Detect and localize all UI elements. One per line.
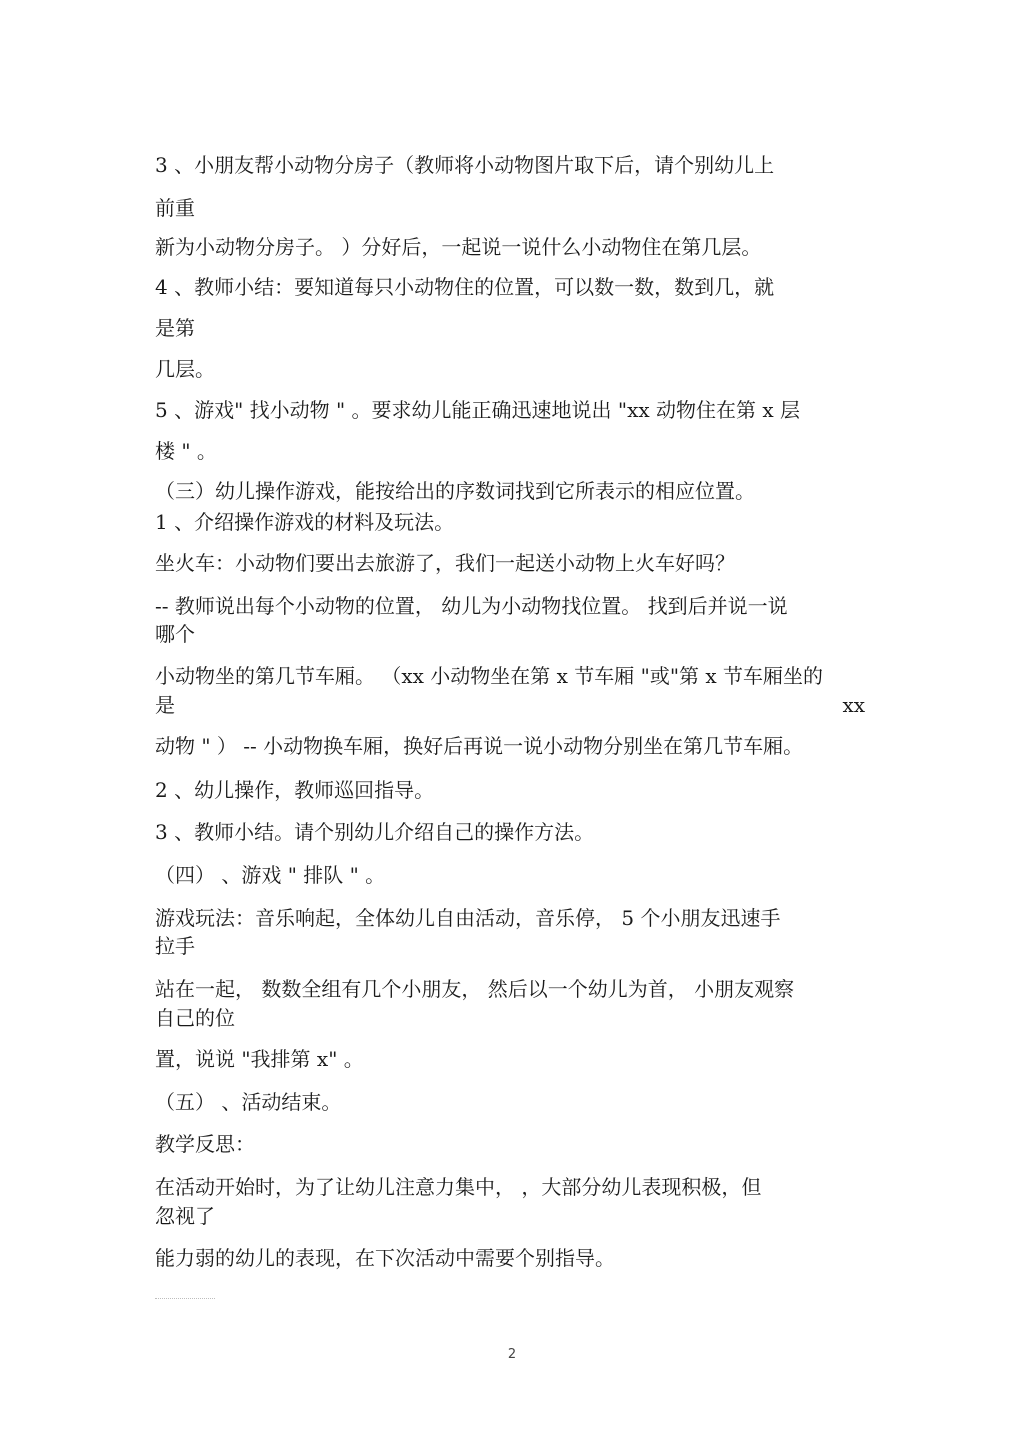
text-line: 3 、教师小结。请个别幼儿介绍自己的操作方法。 <box>155 820 595 844</box>
section-heading: （三）幼儿操作游戏，能按给出的序数词找到它所表示的相应位置。 <box>155 479 755 503</box>
section-heading: （五） 、活动结束。 <box>155 1090 342 1114</box>
text-line: 新为小动物分房子。 ）分好后，一起说一说什么小动物住在第几层。 <box>155 235 762 259</box>
text-line: 游戏玩法：音乐响起，全体幼儿自由活动，音乐停， 5 个小朋友迅速手 <box>155 906 781 930</box>
text-line: 忽视了 <box>155 1204 215 1228</box>
text-line: 前重 <box>155 196 195 220</box>
text-line: 是 <box>155 693 175 717</box>
text-line: 1 、介绍操作游戏的材料及玩法。 <box>155 510 455 534</box>
section-heading: （四） 、游戏 " 排队 " 。 <box>155 863 386 887</box>
text-line: 能力弱的幼儿的表现，在下次活动中需要个别指导。 <box>155 1246 615 1270</box>
text-line: 4 、教师小结：要知道每只小动物住的位置，可以数一数，数到几，就 <box>155 275 775 299</box>
text-line: 拉手 <box>155 934 195 958</box>
text-line: 动物 " ） -- 小动物换车厢，换好后再说一说小动物分别坐在第几节车厢。 <box>155 734 804 758</box>
text-line: 站在一起， 数数全组有几个小朋友， 然后以一个幼儿为首， 小朋友观察 <box>155 977 795 1001</box>
text-line: 小动物坐的第几节车厢。 （xx 小动物坐在第 x 节车厢 "或"第 x 节车厢坐的 <box>155 664 824 688</box>
text-line: 5 、游戏" 找小动物 " 。要求幼儿能正确迅速地说出 "xx 动物住在第 x 层 <box>155 398 801 422</box>
footnote-separator <box>155 1298 215 1299</box>
text-line: 是第 <box>155 316 195 340</box>
text-line: 几层。 <box>155 357 215 381</box>
text-line: 自己的位 <box>155 1006 235 1030</box>
text-line: 3 、小朋友帮小动物分房子（教师将小动物图片取下后，请个别幼儿上 <box>155 153 775 177</box>
text-line: xx <box>842 693 865 717</box>
text-line: -- 教师说出每个小动物的位置， 幼儿为小动物找位置。 找到后并说一说 <box>155 594 788 618</box>
text-line: 在活动开始时，为了让幼儿注意力集中， ，大部分幼儿表现积极，但 <box>155 1175 762 1199</box>
text-line: 2 、幼儿操作，教师巡回指导。 <box>155 778 435 802</box>
text-line: 楼 " 。 <box>155 439 217 463</box>
text-line: 哪个 <box>155 622 195 646</box>
text-line: 置，说说 "我排第 x" 。 <box>155 1047 364 1071</box>
text-line: 坐火车：小动物们要出去旅游了，我们一起送小动物上火车好吗？ <box>155 551 735 575</box>
page-number: 2 <box>507 1347 517 1362</box>
section-heading: 教学反思： <box>155 1132 255 1156</box>
